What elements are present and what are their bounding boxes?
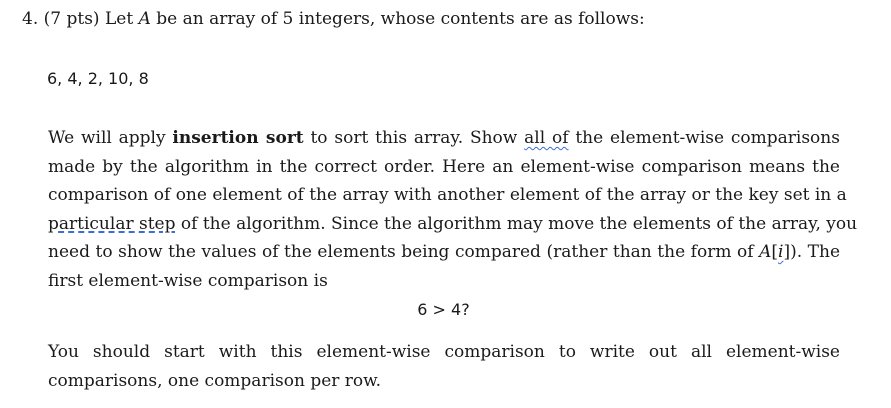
- grammar-particular-step: particular step: [48, 213, 176, 234]
- array-variable: A: [138, 9, 151, 29]
- spellcheck-all-of: all of: [524, 128, 569, 148]
- array-contents: 6, 4, 2, 10, 8: [47, 69, 149, 88]
- final-line-2: comparisons, one comparison per row.: [48, 370, 382, 391]
- paragraph-line-5: need to show the values of the elements being compared (rather than the form of A[i]). The: [48, 242, 841, 262]
- paragraph-line-1: We will apply insertion sort to sort this array. Show all of the element-wise comparisons: [48, 128, 840, 148]
- paragraph-line-6: first element-wise comparison is: [48, 270, 328, 291]
- question-intro-suffix: be an array of 5 integers, whose contents are as follows:: [150, 9, 645, 29]
- final-line-1: You should start with this element-wise comparison to write out all element-wise: [48, 342, 840, 362]
- index-variable: i: [778, 242, 784, 262]
- paragraph-line-3: comparison of one element of the array with another element of the array or the key set in a: [48, 185, 847, 205]
- final-paragraph: [48, 338, 840, 395]
- paragraph-line-2: made by the algorithm in the correct order. Here an element-wise comparison means the: [48, 156, 840, 177]
- question-header: [22, 9, 645, 29]
- first-comparison: [0, 300, 891, 319]
- first-comparison-text: 6 > 4?: [417, 300, 470, 319]
- algorithm-name: insertion sort: [172, 128, 304, 148]
- array-variable-ref: A: [759, 242, 772, 262]
- question-number: 4.: [22, 9, 39, 29]
- question-points: (7 pts): [43, 9, 100, 29]
- instructions-paragraph: [48, 124, 858, 295]
- question-intro-prefix: Let: [104, 9, 139, 29]
- paragraph-line-4: particular step of the algorithm. Since the algorithm may move the elements of the array, you: [48, 213, 858, 234]
